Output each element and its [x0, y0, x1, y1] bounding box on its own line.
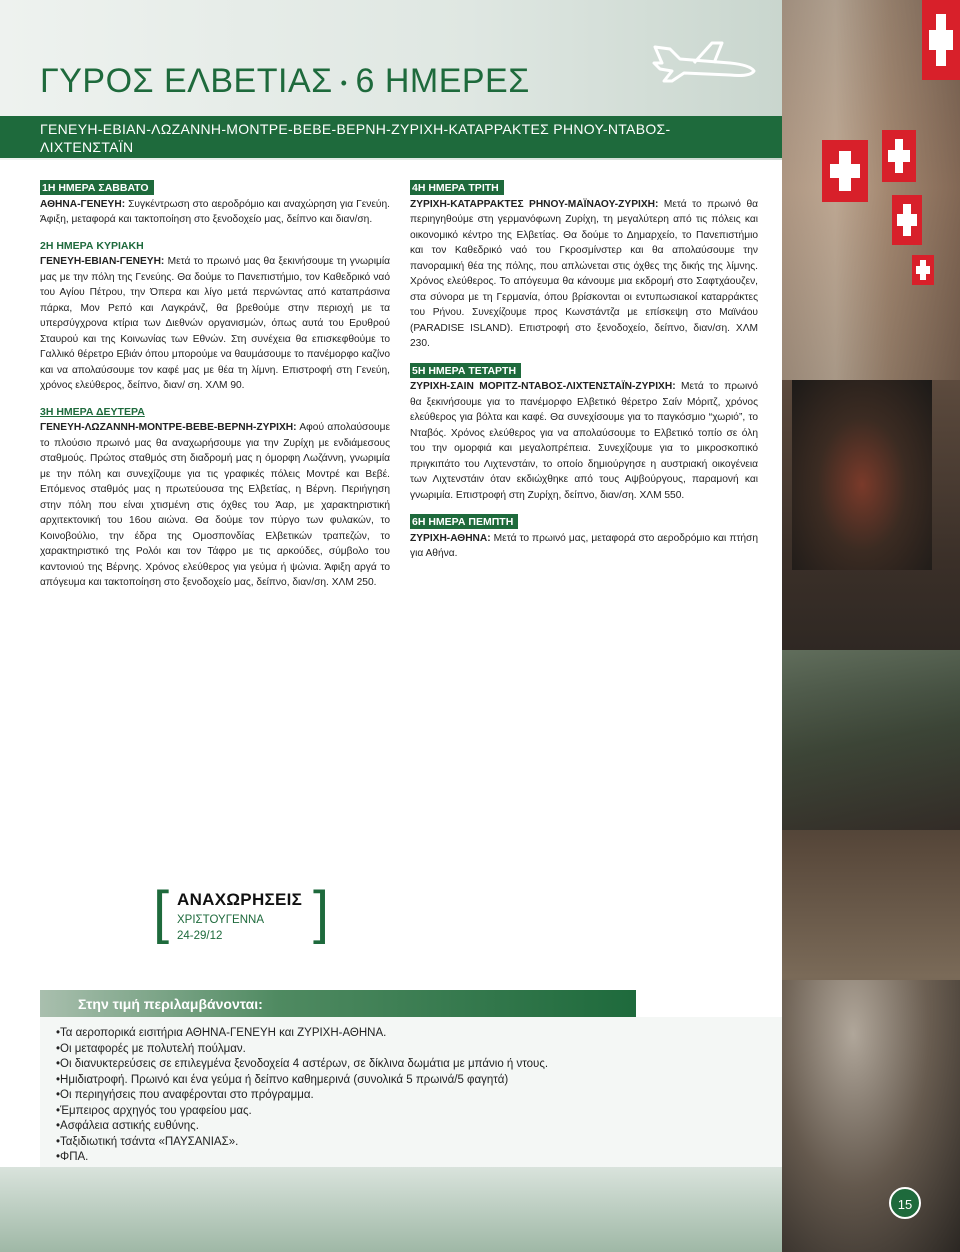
list-item: • Ασφάλεια αστικής ευθύνης.: [56, 1119, 548, 1135]
day-2: [40, 239, 390, 394]
list-item: • Οι μεταφορές με πολυτελή πούλμαν.: [56, 1042, 548, 1058]
swiss-flag-icon: [822, 140, 868, 202]
day-route: ΖΥΡΙΧΗ-ΚΑΤΑΡΡΑΚΤΕΣ ΡΗΝΟΥ-ΜΑΪΝΑΟΥ-ΖΥΡΙΧΗ:: [410, 198, 659, 210]
day-4: [410, 180, 758, 352]
list-item: • Έμπειρος αρχηγός του γραφείου μας.: [56, 1104, 548, 1120]
departures-season: ΧΡΙΣΤΟΥΓΕΝΝΑ: [177, 914, 264, 926]
swiss-flag-icon: [912, 255, 934, 285]
day-text: Μετά το πρωινό θα ξεκινήσουμε για το πανέμορφο Ελβετικό θέρετρο Σαίν Μόριτζ, χρόνος ελεύθερος για βόλτα και καφέ. Θα συνεχίσουμε για το παγκόσμιο “χωριό”, το Νταβός. Χρόνος ελεύθερος για να απολαύσουμε το Ελβετικό τοπίο σε όλη του την ομορφιά και μεγαλοπρέπεια. Συνεχίζουμε για το μικροσκοπικό πριγκιπάτο του Λιχτενστάιν, το οποίο δημιούργησε η αυστριακή οικογένεια των Λιχτενστάιν όταν εκδιώχθηκε από τους Αψβούργους, παραμονή και γνωριμία. Επιστροφή στη Ζυρίχη, δείπνο, διαν/ση. ΧΛΜ 550.: [410, 381, 758, 501]
day-text: Μετά το πρωινό θα περιηγηθούμε στη γερμανόφωνη Ζυρίχη, τη μεγαλύτερη από τις πόλεις και οικονομικό κέντρο της Ελβετίας. Θα δούμε το Δημαρχείο, το Πανεπιστήμιο και τον Καθεδρικό ναό του Γκροσμίνστερ και θα απολαύσουμε την πανοραμική θέα της πόλης, που απλώνεται στις όχθες της δικής της λίμνης. Χρόνος ελεύθερος. Το απόγευμα θα κάνουμε μια εκδρομή στο Σαφτχάουζεν, στα σύνορα με τη Γερμανία, όπου βρίσκονται οι εντυπωσιακοί καταρράκτες του Ρήνου. Συνεχίζουμε προς Κωνστάντζα με επίσκεψη στο Μαϊνάου (PARADISE ISLAND). Επιστροφή στο ξενοδοχείο, δείπνο, διαν/ση. ΧΛΜ 230.: [410, 198, 758, 349]
inclusions-list: [56, 1026, 548, 1166]
list-item: • Ημιδιατροφή. Πρωινό και ένα γεύμα ή δείπνο καθημερινά (συνολικά 5 πρωινά/5 φαγητά): [56, 1073, 548, 1089]
swiss-flag-icon: [892, 195, 922, 245]
departures-dates: 24-29/12: [177, 930, 223, 942]
day-route: ΑΘΗΝΑ-ΓΕΝΕΥΗ:: [40, 198, 126, 210]
day-heading: 5Η ΗΜΕΡΑ ΤΕΤΑΡΤΗ: [410, 363, 521, 378]
route-text: ΓΕΝΕΥΗ-ΕΒΙΑΝ-ΛΩΖΑΝΝΗ-ΜΟΝΤΡΕ-ΒΕΒΕ-ΒΕΡΝΗ-ΖΥΡΙΧΗ-ΚΑΤΑΡΡΑΚΤΕΣ ΡΗΝΟΥ-ΝΤΑΒΟΣ-ΛΙΧΤΕΝΣΤΑΪΝ: [40, 121, 671, 155]
day-text: Μετά το πρωινό μας θα ξεκινήσουμε τη γνωριμία μας με την πόλη της Γενεύης. Θα δούμε το Πανεπιστήμιο, τον Καθεδρικό ναό του Αγίου Πέτρου, την Όπερα και λίγο μετά περνώντας από καταπράσινα πάρκα, Μον Ρεπό και Λαγκράνζ, θα βρεθούμε στην περιοχή με τα υπερσύγχρονα κτίρια των Διεθνών οργανισμών, όπως αυτά του Ερυθρού Σταυρού και της Κοινωνίας των Εθνών. Στη συνέχεια θα επισκεφθούμε το Γαλλικό θέρετρο Εβιάν όπου μπορούμε να θαυμάσουμε το πανέμορφο καζίνο και να απολαύσουμε τον καφέ μας με θέα τη λίμνη. Επιστροφή στη Γενεύη, χρόνος ελεύθερος, δείπνο, διαν/ ση. ΧΛΜ 90.: [40, 256, 390, 391]
day-heading: 3Η ΗΜΕΡΑ ΔΕΥΤΕΡΑ: [40, 405, 145, 418]
list-item: • ΦΠΑ.: [56, 1150, 548, 1166]
day-5: [410, 363, 758, 504]
list-item: • Οι διανυκτερεύσεις σε επιλεγμένα ξενοδοχεία 4 αστέρων, σε δίκλινα δωμάτια με μπάνιο ή ντους.: [56, 1057, 548, 1073]
day-route: ΖΥΡΙΧΗ-ΣΑΙΝ ΜΟΡΙΤΖ-ΝΤΑΒΟΣ-ΛΙΧΤΕΝΣΤΑΪΝ-ΖΥΡΙΧΗ:: [410, 381, 676, 392]
itinerary-right-column: [410, 180, 758, 573]
day-text: Μετά το πρωινό μας, μεταφορά στο αεροδρόμιο και πτήση για Αθήνα.: [410, 532, 758, 559]
day-6: [410, 514, 758, 562]
day-route: ΖΥΡΙΧΗ-ΑΘΗΝΑ:: [410, 532, 491, 544]
swiss-flag-icon: [882, 130, 916, 182]
departures-box: [153, 880, 333, 945]
day-heading: 4Η ΗΜΕΡΑ ΤΡΙΤΗ: [410, 180, 504, 195]
day-heading: 6Η ΗΜΕΡΑ ΠΕΜΠΤΗ: [410, 514, 518, 529]
airplane-icon: [650, 35, 760, 85]
right-bracket: ]: [313, 880, 330, 945]
itinerary-left-column: [40, 180, 390, 602]
list-item: • Ταξιδιωτική τσάντα «ΠΑΥΣΑΝΙΑΣ».: [56, 1135, 548, 1151]
switzerland-photo: [782, 0, 960, 1252]
footer-band: [0, 1167, 782, 1252]
day-text: Αφού απολαύσουμε το πλούσιο πρωινό μας θα αναχωρήσουμε για την Ζυρίχη με ενδιάμεσους σταθμούς. Πρώτος σταθμός στη διαδρομή μας η όμορφη Λωζάννη, γνωριμία με την πόλη και συνεχίζουμε για τις γραφικές πόλεις Μοντρέ και Βεβέ. Επόμενος σταθμός μας η πρωτεύουσα της Ελβετίας, η Βέρνη. Περιήγηση στην πόλη που είναι χτισμένη στις όχθες του Άαρ, με χαρακτηριστική αρχιτεκτονική του 16ου αιώνα. Θα δούμε τον πύργο των φυλακών, το Κοινοβούλιο, την έδρα της Ομοσπονδίας Ελβετικών τραπεζών, το χαρακτηριστικό της Ρολόι και τον Τάφρο με τις αρκούδες, σύμβολο του καντονιού της Βέρνης. Χρόνος ελεύθερος για γεύμα ή ψώνια. Άφιξη αργά το απόγευμα και τακτοποίηση στο ξενοδοχείο μας, δείπνο, διαν/ση. ΧΛΜ 250.: [40, 422, 390, 588]
day-route: ΓΕΝΕΥΗ-ΛΩΖΑΝΝΗ-ΜΟΝΤΡΕ-ΒΕΒΕ-ΒΕΡΝΗ-ΖΥΡΙΧΗ:: [40, 422, 297, 433]
page-number: 15: [889, 1187, 921, 1219]
day-3: [40, 405, 390, 591]
swiss-flag-icon: [922, 0, 960, 80]
day-1: [40, 180, 390, 228]
page-title: ΓΥΡΟΣ ΕΛΒΕΤΙΑΣ • 6 ΗΜΕΡΕΣ: [40, 62, 530, 100]
inclusions-title: Στην τιμή περιλαμβάνονται:: [78, 996, 263, 1012]
day-route: ΓΕΝΕΥΗ-ΕΒΙΑΝ-ΓΕΝΕΥΗ:: [40, 256, 165, 267]
departures-title: ΑΝΑΧΩΡΗΣΕΙΣ: [177, 890, 303, 909]
day-heading: 1Η ΗΜΕΡΑ ΣΑΒΒΑΤΟ: [40, 180, 154, 195]
list-item: • Τα αεροπορικά εισιτήρια ΑΘΗΝΑ-ΓΕΝΕΥΗ και ΖΥΡΙΧΗ-ΑΘΗΝΑ.: [56, 1026, 548, 1042]
day-heading: 2Η ΗΜΕΡΑ ΚΥΡΙΑΚΗ: [40, 239, 144, 252]
list-item: • Οι περιηγήσεις που αναφέρονται στο πρόγραμμα.: [56, 1088, 548, 1104]
left-bracket: [: [153, 880, 170, 945]
day-text: Συγκέντρωση στο αεροδρόμιο και αναχώρηση για Γενεύη. Άφιξη, μεταφορά και τακτοποίηση στο ξενοδοχείο μας, δείπνο και διαν/ση.: [40, 198, 390, 225]
